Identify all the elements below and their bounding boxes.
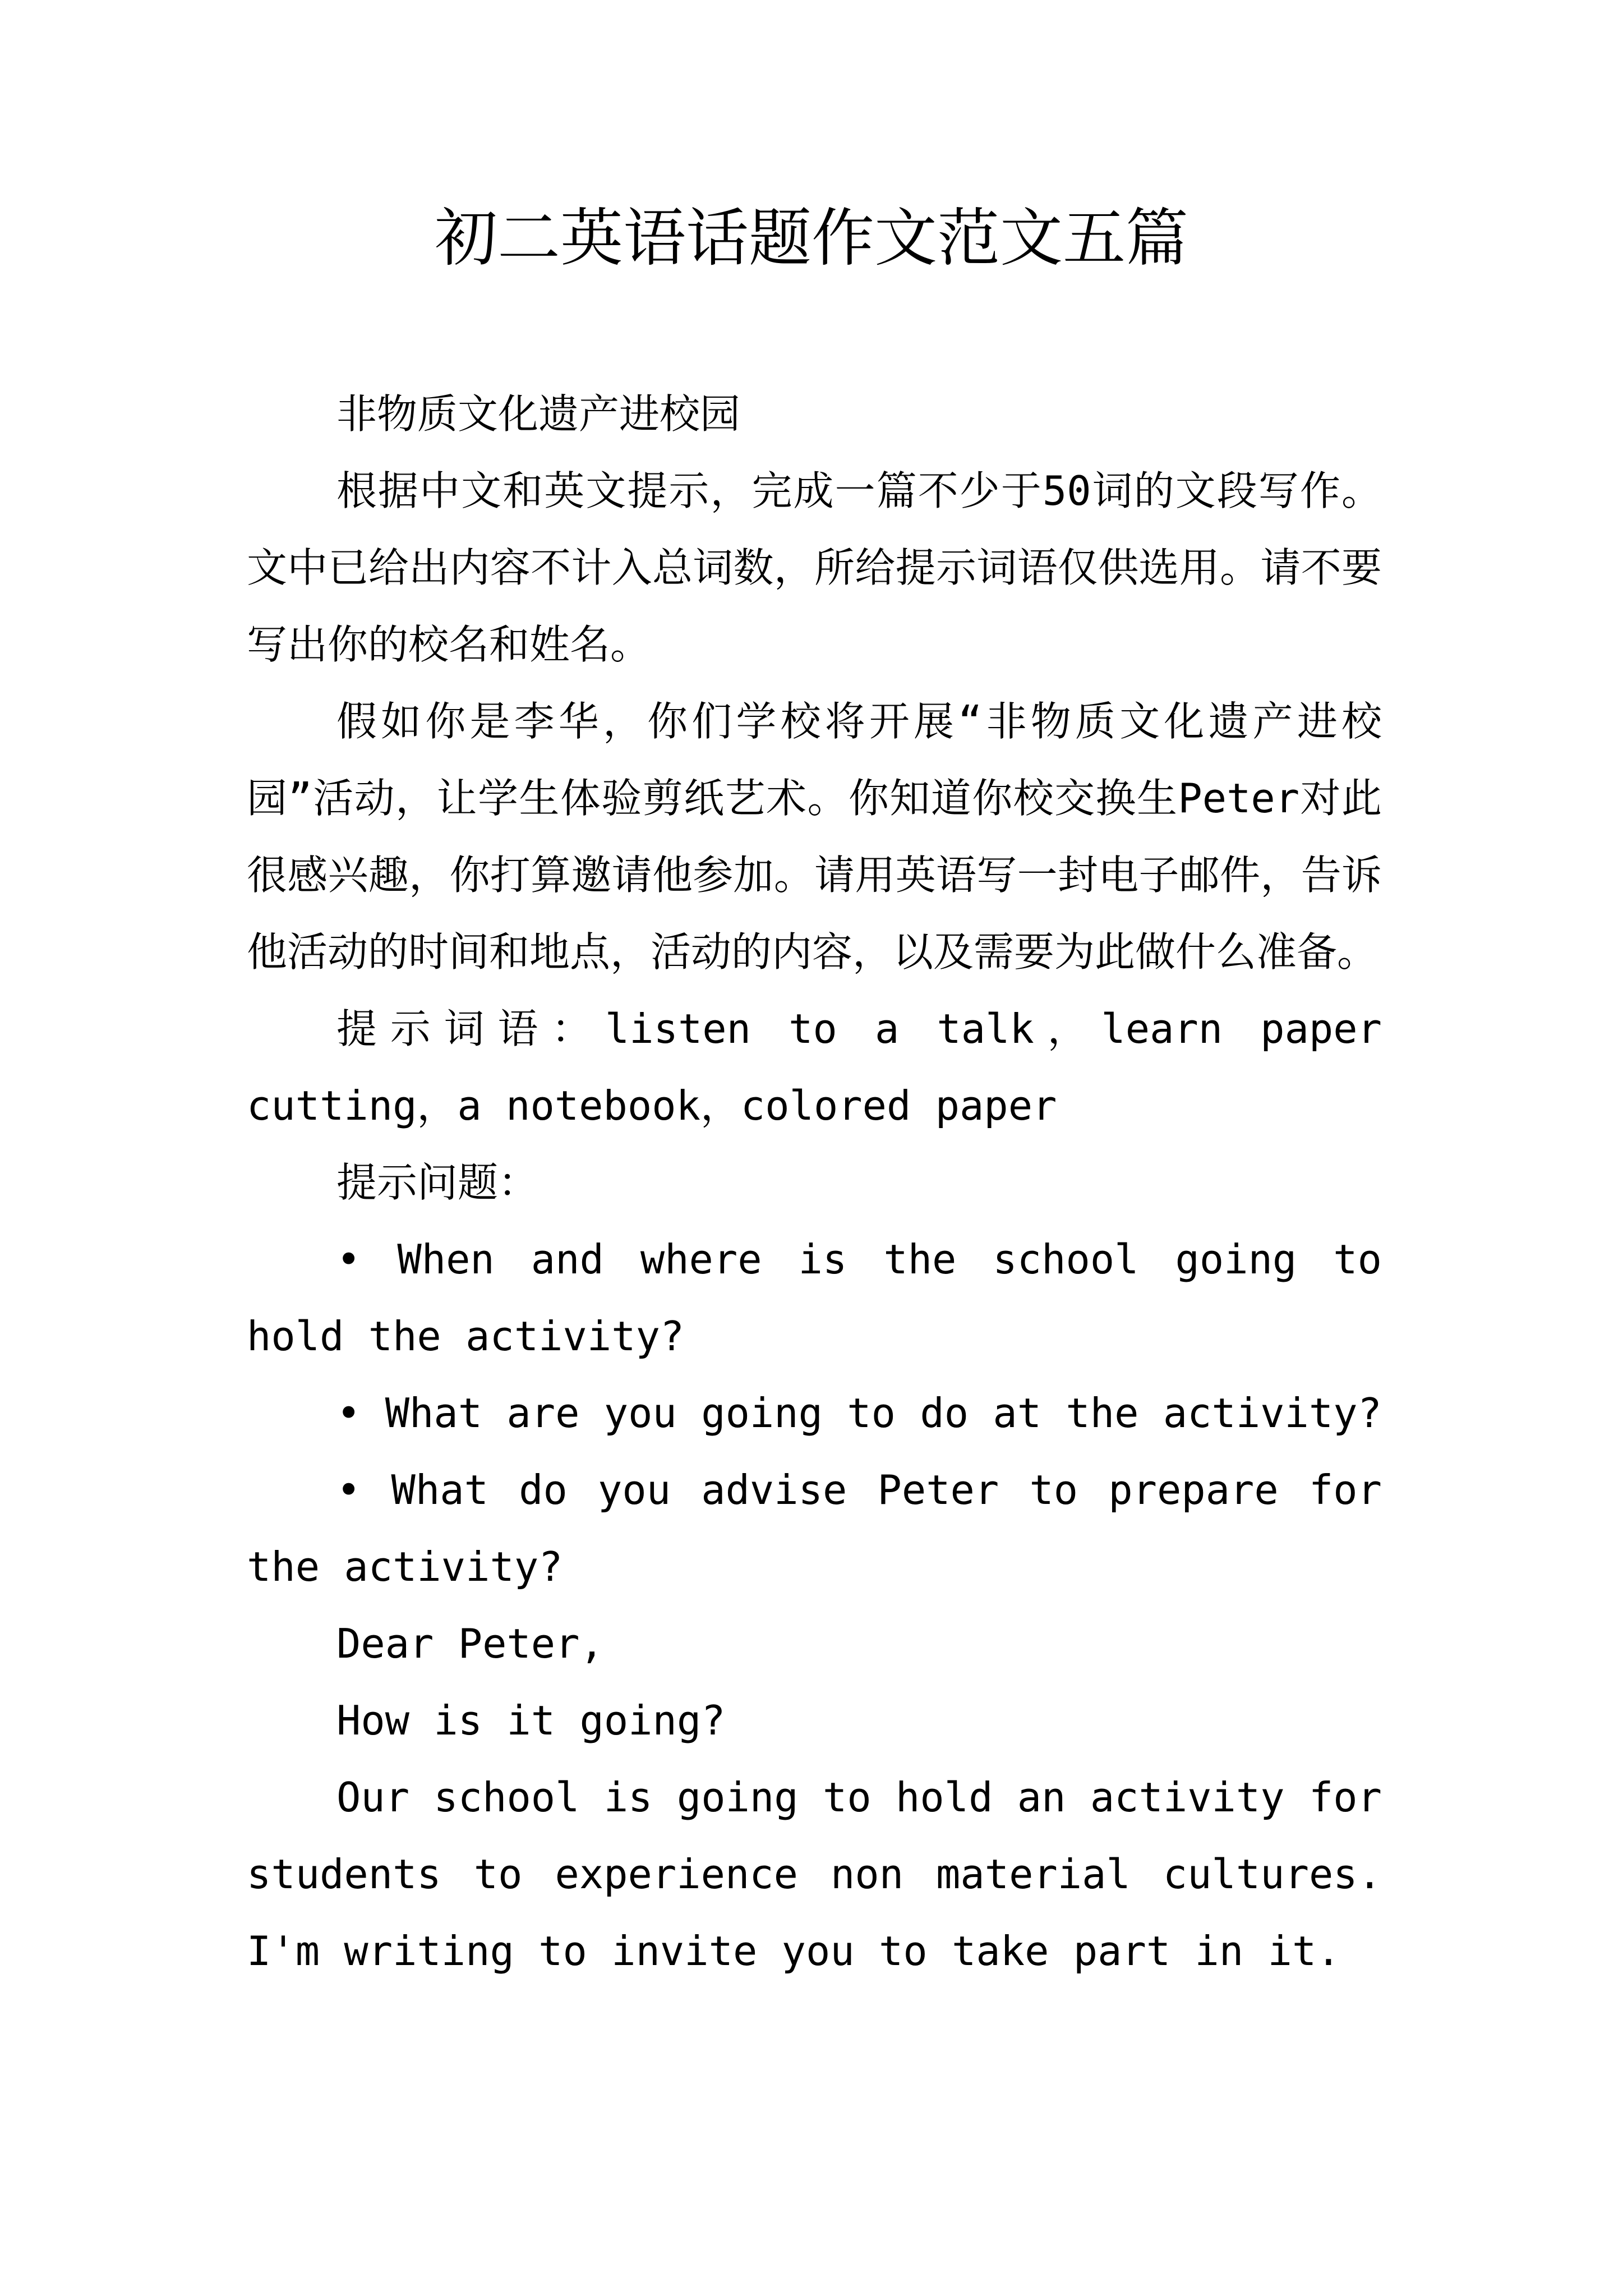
hint-question-3: • What do you advise Peter to prepare for the activity? [247,1466,1382,1590]
hint-question-2: • What are you going to do at the activity? [336,1389,1382,1437]
hint-questions-label: 提示问题： [336,1159,539,1206]
section-heading: 非物质文化遗产进校园 [336,390,741,438]
letter-opening: How is it going? [336,1697,726,1744]
document-title: 初二英语话题作文范文五篇 [435,202,1188,275]
letter-body: Our school is going to hold an activity for students to experience non material cultures. I'm writing to invite you to take part in it. [247,1774,1382,1975]
document-body [247,376,1382,1990]
instruction-paragraph: 根据中文和英文提示，完成一篇不少于50词的文段写作。文中已给出内容不计入总词数，所给提示词语仅供选用。请不要写出你的校名和姓名。 [247,467,1382,668]
hint-question-1: • When and where is the school going to hold the activity? [247,1236,1382,1360]
scenario-paragraph: 假如你是李华，你们学校将开展“非物质文化遗产进校园”活动，让学生体验剪纸艺术。你知道你校交换生Peter对此很感兴趣，你打算邀请他参加。请用英语写一封电子邮件，告诉他活动的时间和地点，活动的内容，以及需要为此做什么准备。 [247,698,1382,976]
letter-greeting: Dear Peter, [336,1620,604,1667]
hint-words: 提示词语：listen to a talk，learn paper cutting，a notebook，colored paper [247,1005,1382,1129]
